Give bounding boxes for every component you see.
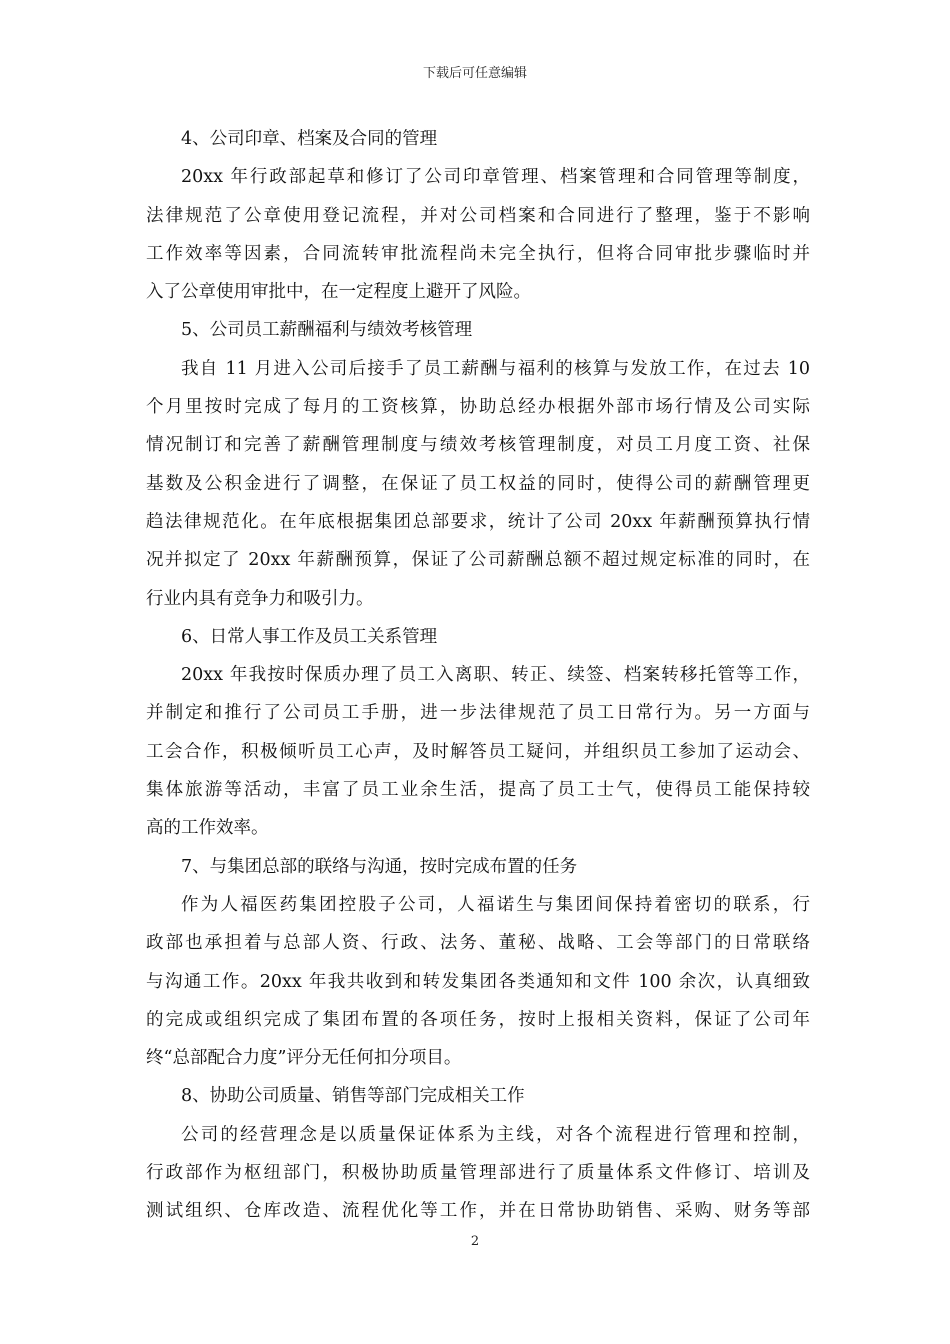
paragraph-line: 趋法律规范化。在年底根据集团总部要求，统计了公司 20xx 年薪酬预算执行情 xyxy=(146,511,810,532)
section-heading: 5、公司员工薪酬福利与绩效考核管理 xyxy=(181,320,473,341)
paragraph-line: 政部也承担着与总部人资、行政、法务、董秘、战略、工会等部门的日常联络 xyxy=(146,933,810,954)
paragraph-line: 行政部作为枢纽部门，积极协助质量管理部进行了质量体系文件修订、培训及 xyxy=(146,1163,810,1184)
section-heading: 6、日常人事工作及员工关系管理 xyxy=(181,626,438,647)
paragraph-line: 行业内具有竞争力和吸引力。 xyxy=(146,588,374,609)
paragraph-line: 的完成或组织完成了集团布置的各项任务，按时上报相关资料，保证了公司年 xyxy=(146,1009,810,1030)
paragraph-line: 测试组织、仓库改造、流程优化等工作，并在日常协助销售、采购、财务等部 xyxy=(146,1201,810,1222)
paragraph-line: 20xx 年行政部起草和修订了公司印章管理、档案管理和合同管理等制度， xyxy=(181,167,810,188)
paragraph-line: 工作效率等因素，合同流转审批流程尚未完全执行，但将合同审批步骤临时并 xyxy=(146,243,810,264)
paragraph-line: 况并拟定了 20xx 年薪酬预算，保证了公司薪酬总额不超过规定标准的同时，在 xyxy=(146,550,810,571)
page-header: 下载后可任意编辑 xyxy=(422,66,527,81)
paragraph-line: 工会合作，积极倾听员工心声，及时解答员工疑问，并组织员工参加了运动会、 xyxy=(146,741,810,762)
paragraph-line: 基数及公积金进行了调整，在保证了员工权益的同时，使得公司的薪酬管理更 xyxy=(146,473,810,494)
paragraph-line: 20xx 年我按时保质办理了员工入离职、转正、续签、档案转移托管等工作， xyxy=(181,665,810,686)
paragraph-line: 入了公章使用审批中，在一定程度上避开了风险。 xyxy=(146,282,531,303)
paragraph-line: 我自 11 月进入公司后接手了员工薪酬与福利的核算与发放工作，在过去 10 xyxy=(181,358,810,379)
paragraph-line: 集体旅游等活动，丰富了员工业余生活，提高了员工士气，使得员工能保持较 xyxy=(146,780,810,801)
paragraph-line: 与沟通工作。20xx 年我共收到和转发集团各类通知和文件 100 余次，认真细致 xyxy=(146,971,810,992)
paragraph-line: 情况制订和完善了薪酬管理制度与绩效考核管理制度，对员工月度工资、社保 xyxy=(146,435,810,456)
paragraph-line: 高的工作效率。 xyxy=(146,818,269,839)
paragraph-line: 作为人福医药集团控股子公司，人福诺生与集团间保持着密切的联系，行 xyxy=(181,894,810,915)
paragraph-line: 终“总部配合力度”评分无任何扣分项目。 xyxy=(146,1048,462,1069)
paragraph-line: 公司的经营理念是以质量保证体系为主线，对各个流程进行管理和控制， xyxy=(181,1124,810,1145)
section-heading: 8、协助公司质量、销售等部门完成相关工作 xyxy=(181,1086,525,1107)
paragraph-line: 个月里按时完成了每月的工资核算，协助总经办根据外部市场行情及公司实际 xyxy=(146,397,810,418)
page-number: 2 xyxy=(470,1234,480,1249)
body-text xyxy=(146,120,810,1231)
section-heading: 7、与集团总部的联络与沟通，按时完成布置的任务 xyxy=(181,856,578,877)
paragraph-line: 并制定和推行了公司员工手册，进一步法律规范了员工日常行为。另一方面与 xyxy=(146,703,810,724)
paragraph-line: 法律规范了公章使用登记流程，并对公司档案和合同进行了整理，鉴于不影响 xyxy=(146,205,810,226)
section-heading: 4、公司印章、档案及合同的管理 xyxy=(181,129,438,149)
